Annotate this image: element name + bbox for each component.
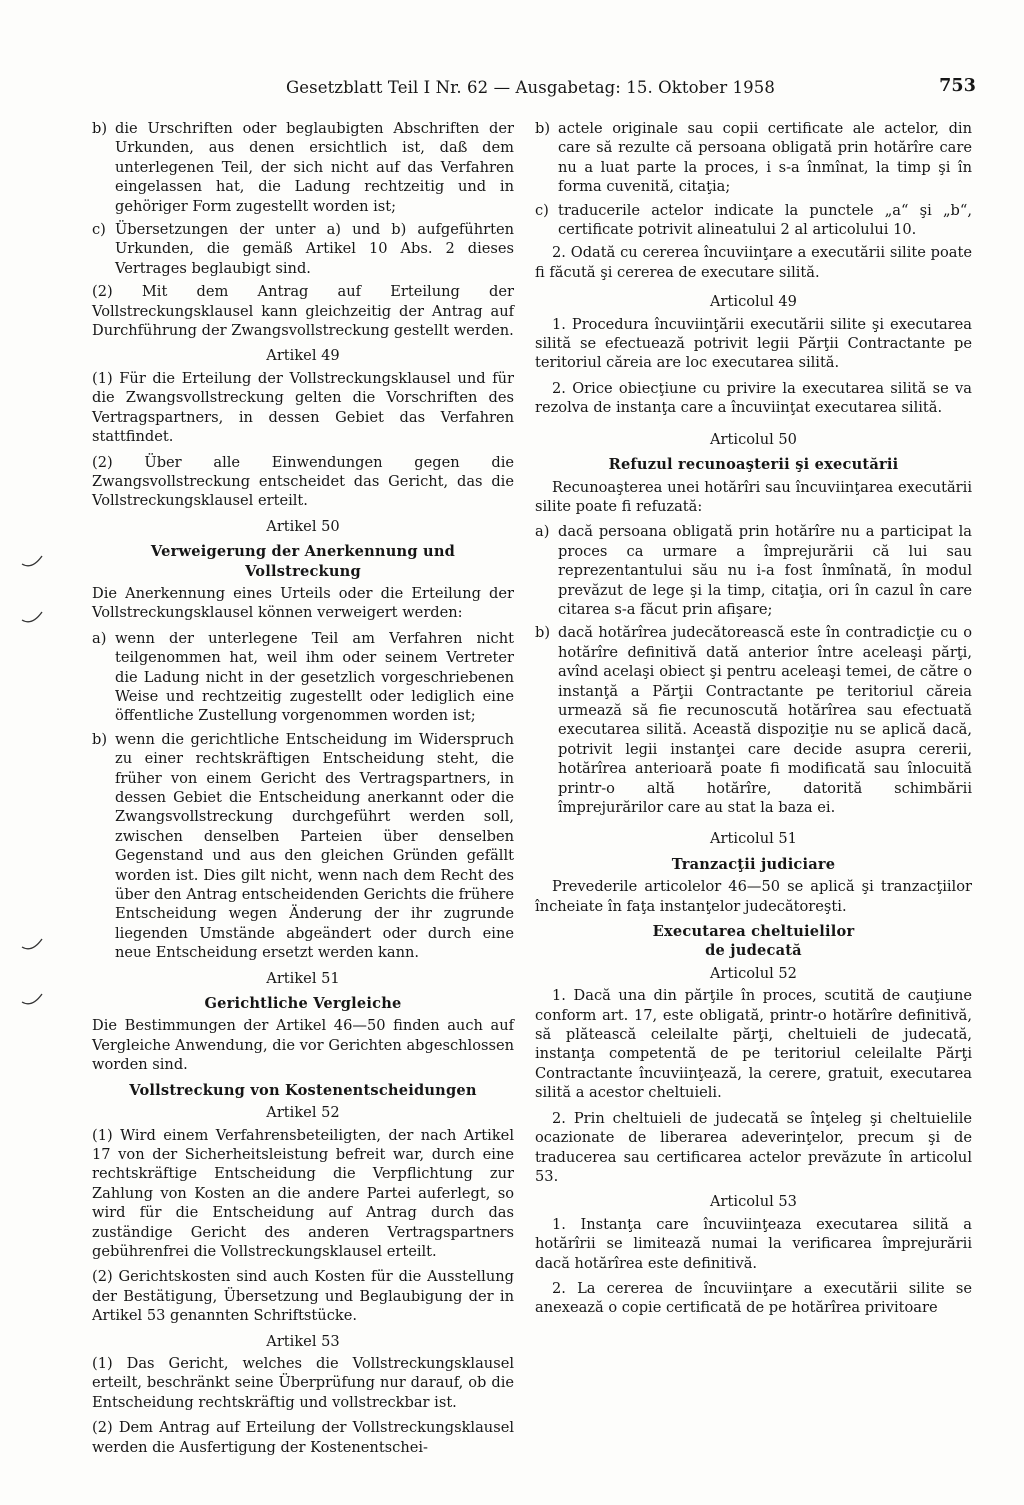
item-text: wenn der unterlegene Teil am Verfahren nicht teilgenommen hat, weil ihm oder seinem Vertreter die Ladung nicht in der gesetzlich vorgeschriebenen Weise und rechtzeitig zugestellt oder lediglich eine öffentliche Zustellung vorgenommen worden ist; — [115, 629, 514, 725]
section-heading: Vollstreckung von Kostenentscheidungen — [129, 1081, 477, 1099]
paragraph: 2. Odată cu cererea încuviinţare a executării silite poate fi făcută şi cererea de executare silită. — [535, 244, 972, 281]
paragraph: 1. Dacă una din părţile în proces, scutită de cauţiune conform art. 17, este obligată, printr-o hotărîre definitivă, să plătească celeilalte părţi, cheltuieli de judecată, instanţa competentă de pe teritoriul celeilalte Părţi Contractante încuviinţează, la cerere, gratuit, executarea silită a acestor cheltuieli. — [535, 987, 972, 1102]
list-item — [535, 119, 972, 197]
paragraph: 1. Procedura încuviinţării executării silite şi executarea silită se efectuează potrivit legii Părţii Contractante pe teritoriul căreia are loc executarea silită. — [535, 315, 972, 372]
margin-mark — [20, 935, 44, 957]
article-title: Artikel 50 — [266, 517, 340, 535]
article-title: Artikel 51 — [266, 969, 340, 987]
article-title: Artikel 53 — [266, 1332, 340, 1350]
article-heading: Gerichtliche Vergleiche — [204, 995, 402, 1013]
item-label: c) — [535, 201, 549, 219]
item-text: dacă hotărîrea judecătorească este în contradicţie cu o hotărîre definitivă dată anterior între aceleaşi părţi, avînd acelaşi obiect şi pentru aceleaşi temei, de către o instanţă a Părţii Contractante pe teritoriul căreia urmează să fie recunoscută hotărîrea sau efectuată executarea silită. Această dispoziţie nu se aplică dacă, potrivit legii instanţei care decide asupra cererii, hotărîrea anterioară poate fi modificată sau înlocuită printr-o altă hotărîre, datorită schimbării împrejurărilor care au stat la baza ei. — [558, 624, 972, 816]
item-text: Übersetzungen der unter a) und b) aufgeführten Urkunden, die gemäß Artikel 10 Abs. 2 dieses Vertrages beglaubigt sind. — [115, 221, 514, 277]
article-heading: Verweigerung der Anerkennung und Vollstreckung — [150, 543, 456, 580]
paragraph: (1) Wird einem Verfahrensbeteiligten, der nach Artikel 17 von der Sicherheitsleistung befreit war, durch eine rechtskräftige Entscheidung die Verpflichtung zur Zahlung von Kosten an die andere Partei auferlegt, so wird für die Entscheidung auf Antrag durch das zuständige Gericht des anderen Vertragspartners gebührenfrei die Vollstreckungsklausel erteilt. — [92, 1126, 514, 1260]
paragraph: 2. La cererea de încuviinţare a executării silite se anexează o copie certificată de pe hotărîrea privitoare — [535, 1279, 972, 1317]
item-text: dacă persoana obligată prin hotărîre nu a participat la proces ca urmare a împrejurării că lui sau reprezentantului său nu i-a fost înmînată, în modul prevăzut de lege şi la timp, citaţia, ori în cazul în care citarea s-a făcut prin afişare; — [558, 523, 972, 618]
paragraph: (2) Über alle Einwendungen gegen die Zwangsvollstreckung entscheidet das Gericht, das die Vollstreckungsklausel erteilt. — [92, 453, 514, 510]
article-heading: Tranzacţii judiciare — [671, 855, 836, 873]
section-heading: Executarea cheltuielilor — [652, 923, 855, 941]
paragraph: (2) Mit dem Antrag auf Erteilung der Vollstreckungsklausel kann gleichzeitig der Antrag auf Durchführung der Zwangsvollstreckung gestellt werden. — [92, 283, 514, 340]
article-title: Articolul 52 — [710, 964, 797, 982]
running-title: Gesetzblatt Teil I Nr. 62 — Ausgabetag: 15. Oktober 1958 — [286, 78, 775, 97]
paragraph: 2. Orice obiecţiune cu privire la executarea silită se va rezolva de instanţa care a încuviinţat executarea silită. — [535, 379, 972, 417]
item-label: a) — [92, 629, 107, 647]
item-label: b) — [92, 120, 108, 137]
item-text: wenn die gerichtliche Entscheidung im Widerspruch zu einer rechtskräftigen Entscheidung steht, die früher von einem Gericht des Vertragspartners, in dessen Gebiet die Entscheidung anerkannt oder die Zwangsvollstreckung durchgeführt werden soll, zwischen denselben Parteien über denselben Gegenstand und aus den gleichen Gründen gefällt worden ist. Dies gilt nicht, wenn nach dem Recht des über den Antrag entscheidenden Gerichts die frühere Entscheidung wegen Änderung der ihr zugrunde liegenden Umstände abgeändert oder durch eine neue Entscheidung ersetzt werden kann. — [115, 730, 514, 962]
item-label: a) — [535, 523, 550, 541]
list-item — [535, 623, 972, 817]
page-header — [286, 74, 976, 104]
page-number: 753 — [939, 76, 976, 96]
list-item — [535, 522, 972, 619]
article-heading: Refuzul recunoaşterii şi executării — [608, 456, 899, 474]
section-heading: de judecată — [705, 942, 802, 960]
article-title: Articolul 51 — [710, 830, 797, 848]
list-item — [535, 201, 972, 240]
paragraph: (1) Das Gericht, welches die Vollstreckungsklausel erteilt, beschränkt seine Überprüfung nur darauf, ob die Entscheidung rechtskräftig und vollstreckbar ist. — [92, 1354, 514, 1411]
paragraph: Recunoaşterea unei hotărîri sau încuviinţarea executării silite poate fi refuzată: — [535, 478, 972, 515]
item-label: b) — [92, 730, 108, 748]
list-item — [92, 119, 514, 216]
romanian-column — [535, 119, 972, 1324]
article-title: Artikel 49 — [266, 347, 340, 365]
margin-mark — [20, 552, 44, 574]
item-text: traducerile actelor indicate la punctele „a“ şi „b“, certificate potrivit alineatului 2 al articolului 10. — [558, 201, 972, 239]
paragraph: Die Bestimmungen der Artikel 46—50 finden auch auf Vergleiche Anwendung, die vor Gerichten abgeschlossen worden sind. — [92, 1017, 514, 1074]
margin-mark — [20, 608, 44, 630]
paragraph: Prevederile articolelor 46—50 se aplică şi tranzacţiilor încheiate în faţa instanţelor judecătoreşti. — [535, 878, 972, 915]
german-column — [92, 119, 514, 1463]
item-label: b) — [535, 624, 551, 642]
paragraph: (2) Gerichtskosten sind auch Kosten für die Ausstellung der Bestätigung, Übersetzung und Beglaubigung der in Artikel 53 genannten Schriftstücke. — [92, 1268, 514, 1325]
article-title: Articolul 53 — [710, 1193, 797, 1211]
list-item — [92, 629, 514, 726]
article-title: Articolul 50 — [710, 430, 797, 448]
paragraph: 1. Instanţa care încuviinţeaza executarea silită a hotărîrii se limitează numai la verificarea împrejurării dacă hotărîrea este definitivă. — [535, 1215, 972, 1272]
item-text: die Urschriften oder beglaubigten Abschriften der Urkunden, aus denen ersichtlich ist, daß dem unterlegenen Teil, der sich nicht auf das Verfahren eingelassen hat, die Ladung rechtzeitig und in gehöriger Form zugestellt worden ist; — [115, 120, 514, 215]
item-label: b) — [535, 120, 551, 137]
paragraph: 2. Prin cheltuieli de judecată se înţeleg şi cheltuielile ocazionate de liberarea adeverinţelor, precum şi de traducerea sau certificarea actelor prevăzute în articolul 53. — [535, 1109, 972, 1185]
paragraph: (1) Für die Erteilung der Vollstreckungsklausel und für die Zwangsvollstreckung gelten die Vorschriften des Vertragspartners, in dessen Gebiet das Verfahren stattfindet. — [92, 369, 514, 446]
list-item — [92, 220, 514, 278]
paragraph: Die Anerkennung eines Urteils oder die Erteilung der Vollstreckungsklausel können verweigert werden: — [92, 584, 514, 622]
list-item — [92, 730, 514, 963]
item-label: c) — [92, 221, 106, 239]
item-text: actele originale sau copii certificate ale actelor, din care să rezulte că persoana obligată prin hotărîre care nu a luat parte la proces, i s-a înmînat, la timp şi în forma cuvenită, citaţia; — [558, 120, 972, 196]
margin-mark — [20, 990, 44, 1012]
article-title: Articolul 49 — [710, 293, 797, 311]
paragraph: (2) Dem Antrag auf Erteilung der Vollstreckungsklausel werden die Ausfertigung der Kostenentschei- — [92, 1419, 514, 1456]
article-title: Artikel 52 — [266, 1104, 340, 1122]
